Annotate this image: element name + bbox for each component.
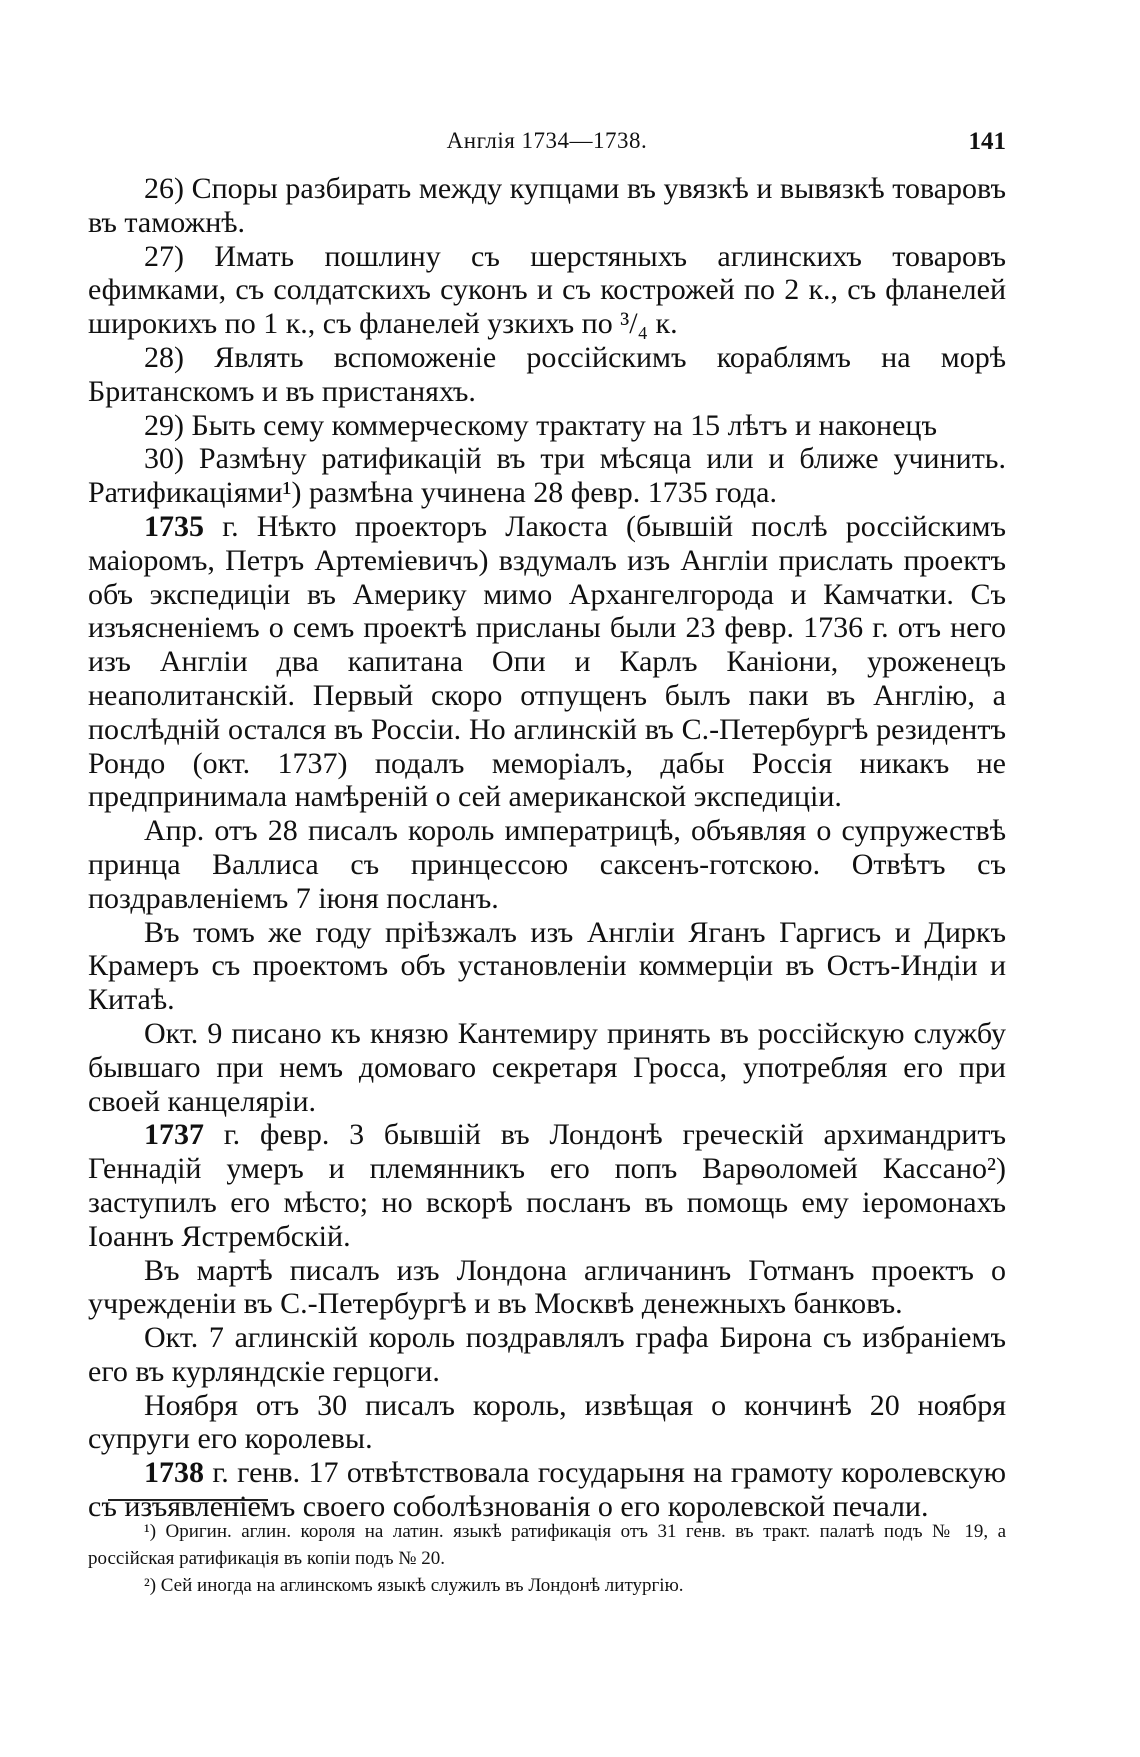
paragraph-item-27 xyxy=(88,240,1006,341)
paragraph-text: Ноября отъ 30 писалъ король, извѣщая о кончинѣ 20 ноября супруги его королевы. xyxy=(88,1388,1006,1456)
paragraph-october-7 xyxy=(88,1321,1006,1389)
paragraph-october-9 xyxy=(88,1017,1006,1118)
year-marker: 1737 xyxy=(144,1118,204,1152)
paragraph-march xyxy=(88,1254,1006,1322)
paragraph-1738 xyxy=(88,1456,1006,1524)
paragraph-1735 xyxy=(88,510,1006,814)
paragraph-text: 26) Споры разбирать между купцами въ увязкѣ и вывязкѣ товаровъ въ таможнѣ. xyxy=(88,172,1006,239)
year-marker: 1738 xyxy=(144,1456,204,1490)
paragraph-same-year xyxy=(88,916,1006,1017)
paragraph-text: 27) Имать пошлину съ шерстяныхъ аглинскихъ товаровъ ефимками, съ солдатскихъ суконъ и съ кострожей по 2 к., съ фланелей широкихъ по 1 к., съ фланелей узкихъ по ³/₄ к. xyxy=(88,239,1006,341)
paragraph-1737 xyxy=(88,1118,1006,1253)
paragraph-text: г. Нѣкто проекторъ Лакоста (бывшій послѣ россійскимъ маіоромъ, Петръ Артеміевичъ) вздумалъ изъ Англіи прислать проектъ объ экспедиціи въ Америку мимо Архангелгорода и Камчатки. Съ изъясненіемъ о семъ проектѣ присланы были 23 февр. 1736 г. отъ него изъ Англіи два капитана Опи и Карлъ Каніони, уроженецъ неаполитанскій. Первый скоро отпущенъ былъ паки въ Англію, а послѣдній остался въ Россіи. Но аглинскій въ С.-Петербургѣ резидентъ Рондо (окт. 1737) подалъ меморіалъ, дабы Россія никакъ не предпринимала намѣреній о сей американской экспедиціи. xyxy=(88,509,1006,814)
running-title: Англія 1734—1738. xyxy=(446,128,648,153)
year-marker: 1735 xyxy=(144,509,204,543)
paragraph-text: 30) Размѣну ратификацій въ три мѣсяца или и ближе учинить. Ратификаціями¹) размѣна учинена 28 февр. 1735 года. xyxy=(88,442,1006,510)
paragraph-item-28 xyxy=(88,341,1006,409)
page-number: 141 xyxy=(968,128,1006,155)
paragraph-november xyxy=(88,1389,1006,1457)
paragraph-text: г. февр. 3 бывшій въ Лондонѣ греческій архимандритъ Геннадій умеръ и племянникъ его попъ Варѳоломей Кассано²) заступилъ его мѣсто; но вскорѣ посланъ въ помощь ему іеромонахъ Іоаннъ Ястрембскій. xyxy=(88,1118,1006,1253)
footnote-1: ¹) Оригин. аглин. короля на латин. языкѣ ратификація отъ 31 генв. въ тракт. палатѣ подъ № 19, а россійская ратификація въ копіи подъ № 20. xyxy=(88,1521,1006,1569)
paragraph-text: 29) Быть сему коммерческому трактату на 15 лѣтъ и наконецъ xyxy=(144,408,937,442)
main-text xyxy=(88,172,1006,1524)
footnotes xyxy=(88,1518,1006,1599)
paragraph-text: Апр. отъ 28 писалъ король императрицѣ, объявляя о супружествѣ принца Валлиса съ принцессою саксенъ-готскою. Отвѣтъ съ поздравленіемъ 7 іюня посланъ. xyxy=(88,814,1006,915)
paragraph-text: Въ томъ же году пріѣзжалъ изъ Англіи Яганъ Гаргисъ и Диркъ Крамеръ съ проектомъ объ установленіи коммерціи въ Остъ-Индіи и Китаѣ. xyxy=(88,915,1006,1017)
paragraph-text: Въ мартѣ писалъ изъ Лондона агличанинъ Готманъ проектъ о учрежденіи въ С.-Петербургѣ и въ Москвѣ денежныхъ банковъ. xyxy=(88,1253,1006,1321)
paragraph-text: г. генв. 17 отвѣтствовала государыня на грамоту королевскую съ изъявленіемъ своего соболѣзнованія о его королевской печали. xyxy=(88,1456,1006,1524)
page-header xyxy=(88,128,1006,168)
paragraph-text: Окт. 7 аглинскій король поздравлялъ графа Бирона съ избраніемъ его въ курляндскіе герцоги. xyxy=(88,1321,1006,1388)
footnote-divider xyxy=(108,1499,268,1501)
paragraph-text: Окт. 9 писано къ князю Кантемиру принять въ россійскую службу бывшаго при немъ домоваго секретаря Гросса, употребляя его при своей канцеляріи. xyxy=(88,1016,1006,1118)
paragraph-text: 28) Являть вспоможеніе россійскимъ кораблямъ на морѣ Британскомъ и въ пристаняхъ. xyxy=(88,340,1006,408)
paragraph-april xyxy=(88,814,1006,915)
footnote-2: ²) Сей иногда на аглинскомъ языкѣ служилъ въ Лондонѣ литургію. xyxy=(144,1575,684,1596)
paragraph-item-26 xyxy=(88,172,1006,240)
paragraph-item-29 xyxy=(88,409,1006,443)
paragraph-item-30 xyxy=(88,442,1006,510)
